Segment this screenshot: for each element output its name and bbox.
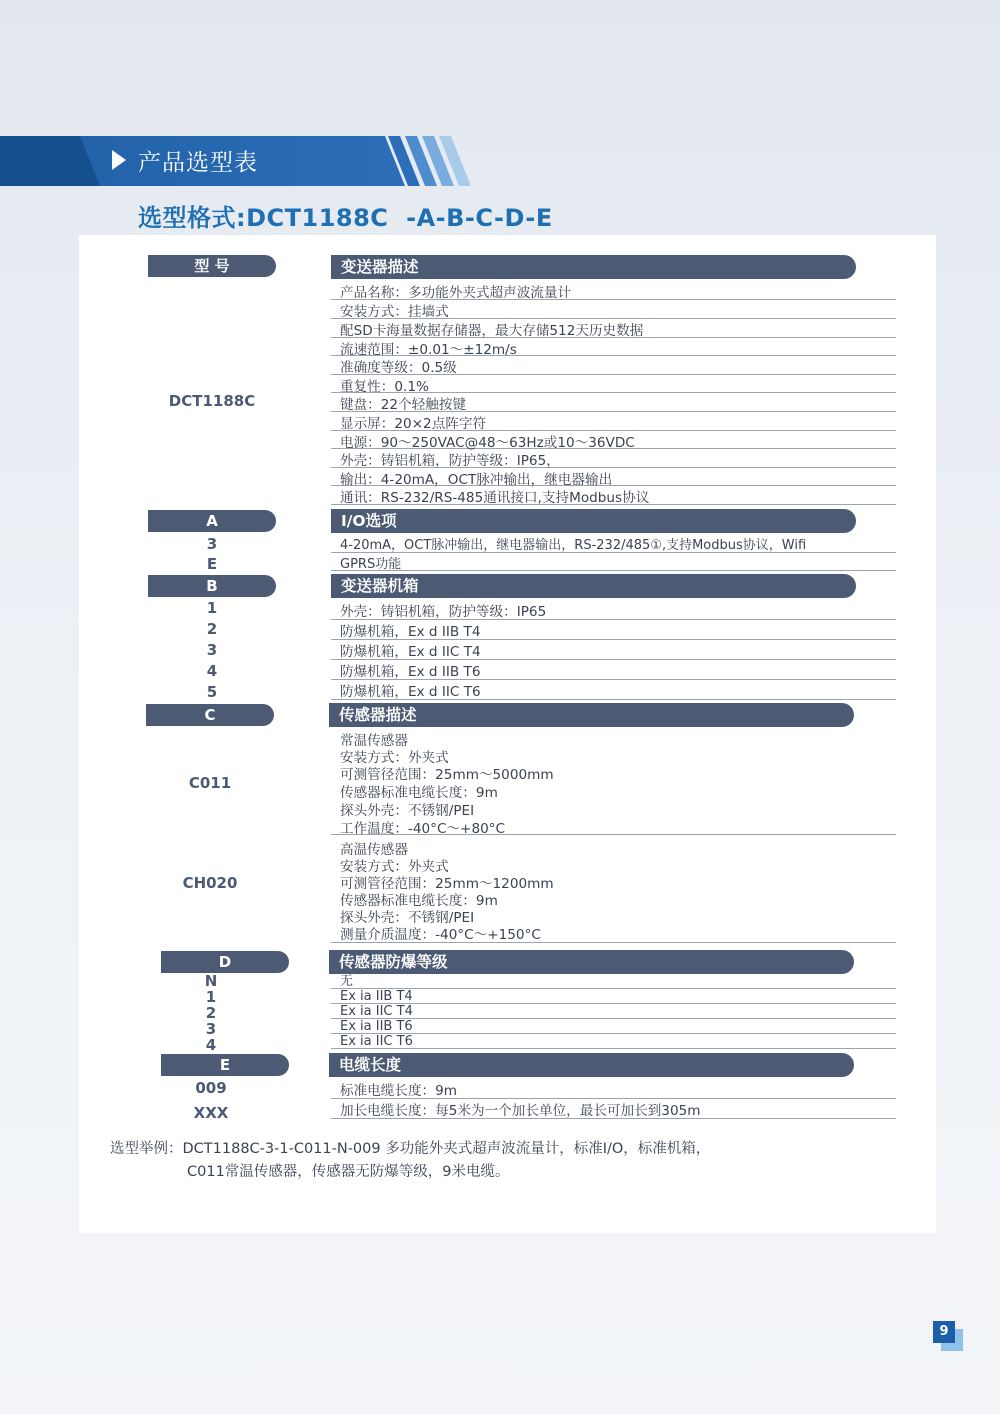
enclosure-code: 3 <box>206 641 218 659</box>
selection-example: 选型举例：DCT1188C-3-1-C011-N-009 多功能外夹式超声波流量计，标准I/O，标准机箱， <box>110 1141 711 1157</box>
sensor-line: 工作温度：-40°C～+80°C <box>340 821 506 837</box>
io-row: 4-20mA，OCT脉冲输出，继电器输出，RS-232/485①,支持Modbus协议，Wifi <box>331 534 896 553</box>
sensor-line: 可测管径范围：25mm～1200mm <box>340 876 554 892</box>
sensor-line: 可测管径范围：25mm～5000mm <box>340 767 554 783</box>
desc-row: 电源：90～250VAC@48～63Hz或10～36VDC <box>331 431 896 449</box>
enclosure-row: 防爆机箱，Ex d IIC T4 <box>331 640 896 660</box>
enclosure-code: 4 <box>206 662 218 680</box>
desc-row: 配SD卡海量数据存储器，最大存储512天历史数据 <box>331 319 896 338</box>
sensor-line: 探头外壳：不锈钢/PEI <box>340 910 475 926</box>
sensor-code: CH020 <box>182 874 238 892</box>
sensor-line: 探头外壳：不锈钢/PEI <box>340 803 475 819</box>
io-row: GPRS功能 <box>331 553 896 571</box>
sensor-header: 传感器描述 <box>329 703 854 727</box>
key-pill-b: B <box>148 575 276 597</box>
enclosure-header: 变送器机箱 <box>331 574 856 598</box>
desc-row: 产品名称：多功能外夹式超声波流量计 <box>331 281 896 300</box>
cable-row: 加长电缆长度：每5米为一个加长单位，最长可加长到305m <box>331 1099 896 1119</box>
sensor-code: C011 <box>188 774 232 792</box>
cable-row: 标准电缆长度：9m <box>331 1079 896 1099</box>
desc-row: 流速范围：±0.01～±12m/s <box>331 338 896 356</box>
sensor-line: 常温传感器 <box>340 733 408 749</box>
enclosure-row: 外壳：铸铝机箱，防护等级：IP65 <box>331 600 896 620</box>
explosion-header: 传感器防爆等级 <box>329 950 854 974</box>
sensor-line: 安装方式：外夹式 <box>340 859 449 875</box>
key-pill-c: C <box>146 704 274 726</box>
row-divider <box>331 834 896 835</box>
model-code: DCT1188C <box>168 392 256 410</box>
sensor-line: 传感器标准电缆长度：9m <box>340 893 498 909</box>
explosion-row: Ex ia IIC T6 <box>331 1034 896 1049</box>
enclosure-code: 1 <box>206 599 218 617</box>
explosion-row: 无 <box>331 974 896 989</box>
enclosure-code: 2 <box>206 620 218 638</box>
enclosure-row: 防爆机箱，Ex d IIB T6 <box>331 660 896 680</box>
page-number-badge <box>933 1321 963 1351</box>
row-divider <box>331 942 896 943</box>
format-title: 选型格式:DCT1188C -A-B-C-D-E <box>138 204 553 232</box>
explosion-code: 1 <box>205 988 217 1006</box>
desc-row: 键盘：22个轻触按键 <box>331 393 896 412</box>
desc-row: 显示屏：20×2点阵字符 <box>331 412 896 431</box>
explosion-code: 2 <box>205 1004 217 1022</box>
enclosure-code: 5 <box>206 683 218 701</box>
key-pill-e: E <box>161 1054 289 1076</box>
play-arrow-icon <box>112 150 126 170</box>
sensor-line: 测量介质温度：-40°C～+150°C <box>340 927 541 943</box>
sensor-line: 安装方式：外夹式 <box>340 750 449 766</box>
explosion-code: 4 <box>205 1036 217 1054</box>
key-pill-d: D <box>161 951 289 973</box>
explosion-row: Ex ia IIB T4 <box>331 989 896 1004</box>
explosion-code: N <box>204 972 218 990</box>
enclosure-row: 防爆机箱，Ex d IIC T6 <box>331 680 896 700</box>
cable-code: XXX <box>193 1104 229 1122</box>
explosion-row: Ex ia IIB T6 <box>331 1019 896 1034</box>
desc-row: 通讯：RS-232/RS-485通讯接口,支持Modbus协议 <box>331 486 896 505</box>
explosion-row: Ex ia IIC T4 <box>331 1004 896 1019</box>
cable-header: 电缆长度 <box>329 1053 854 1077</box>
cable-code: 009 <box>195 1079 227 1097</box>
page-number: 9 <box>933 1321 955 1343</box>
io-code: E <box>206 555 218 573</box>
key-pill-a: A <box>148 510 276 532</box>
desc-row: 输出：4-20mA，OCT脉冲输出，继电器输出 <box>331 468 896 486</box>
enclosure-row: 防爆机箱，Ex d IIB T4 <box>331 620 896 640</box>
selection-example-cont: C011常温传感器，传感器无防爆等级，9米电缆。 <box>187 1164 510 1180</box>
io-header: I/O选项 <box>331 509 856 533</box>
sensor-line: 传感器标准电缆长度：9m <box>340 785 498 801</box>
model-header-pill: 型 号 <box>148 255 276 277</box>
explosion-code: 3 <box>205 1020 217 1038</box>
desc-row: 准确度等级：0.5级 <box>331 356 896 375</box>
section-title: 产品选型表 <box>138 150 258 176</box>
desc-row: 重复性：0.1% <box>331 375 896 393</box>
desc-row: 安装方式：挂墙式 <box>331 300 896 319</box>
desc-row: 外壳：铸铝机箱，防护等级：IP65， <box>331 449 896 468</box>
transmitter-desc-header: 变送器描述 <box>331 255 856 279</box>
io-code: 3 <box>206 535 218 553</box>
sensor-line: 高温传感器 <box>340 842 408 858</box>
